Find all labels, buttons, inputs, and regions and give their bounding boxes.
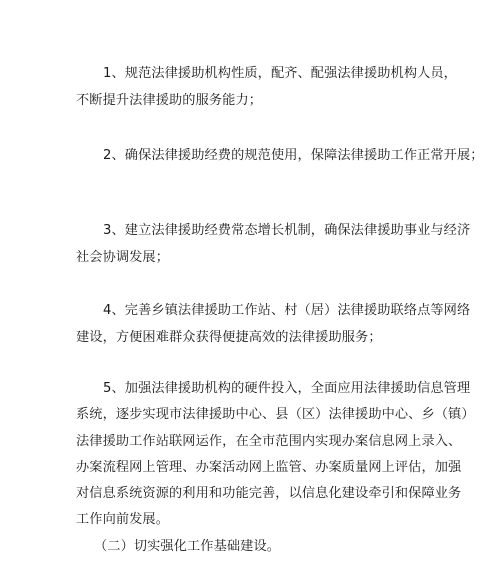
paragraph-4-line-1: 4、完善乡镇法律援助工作站、村（居）法律援助联络点等网络 — [103, 303, 471, 318]
paragraph-5-line-2: 系统，逐步实现市法律援助中心、县（区）法律援助中心、乡（镇） — [76, 407, 475, 422]
paragraph-4-line-2: 建设，方便困难群众获得便捷高效的法律援助服务； — [76, 330, 382, 345]
paragraph-5-line-4: 办案流程网上管理、办案活动网上监管、办案质量网上评估，加强 — [76, 460, 462, 475]
paragraph-5-line-6: 工作向前发展。 — [76, 512, 170, 527]
paragraph-5-line-3: 法律援助工作站联网运作，在全市范围内实现办案信息网上录入、 — [76, 434, 462, 449]
paragraph-3-line-1: 3、建立法律援助经费常态增长机制，确保法律援助事业与经济 — [103, 223, 471, 238]
paragraph-2-line-1: 2、确保法律援助经费的规范使用，保障法律援助工作正常开展； — [103, 148, 484, 163]
paragraph-5-line-1: 5、加强法律援助机构的硬件投入，全面应用法律援助信息管理 — [103, 381, 471, 396]
paragraph-1-line-1: 1、规范法律援助机构性质，配齐、配强法律援助机构人员， — [103, 66, 457, 81]
section-heading: （二）切实强化工作基础建设。 — [94, 539, 281, 554]
paragraph-1-line-2: 不断提升法律援助的服务能力； — [76, 93, 263, 108]
paragraph-3-line-2: 社会协调发展； — [76, 250, 170, 265]
paragraph-5-line-5: 对信息系统资源的利用和功能完善，以信息化建设牵引和保障业务 — [76, 486, 462, 501]
